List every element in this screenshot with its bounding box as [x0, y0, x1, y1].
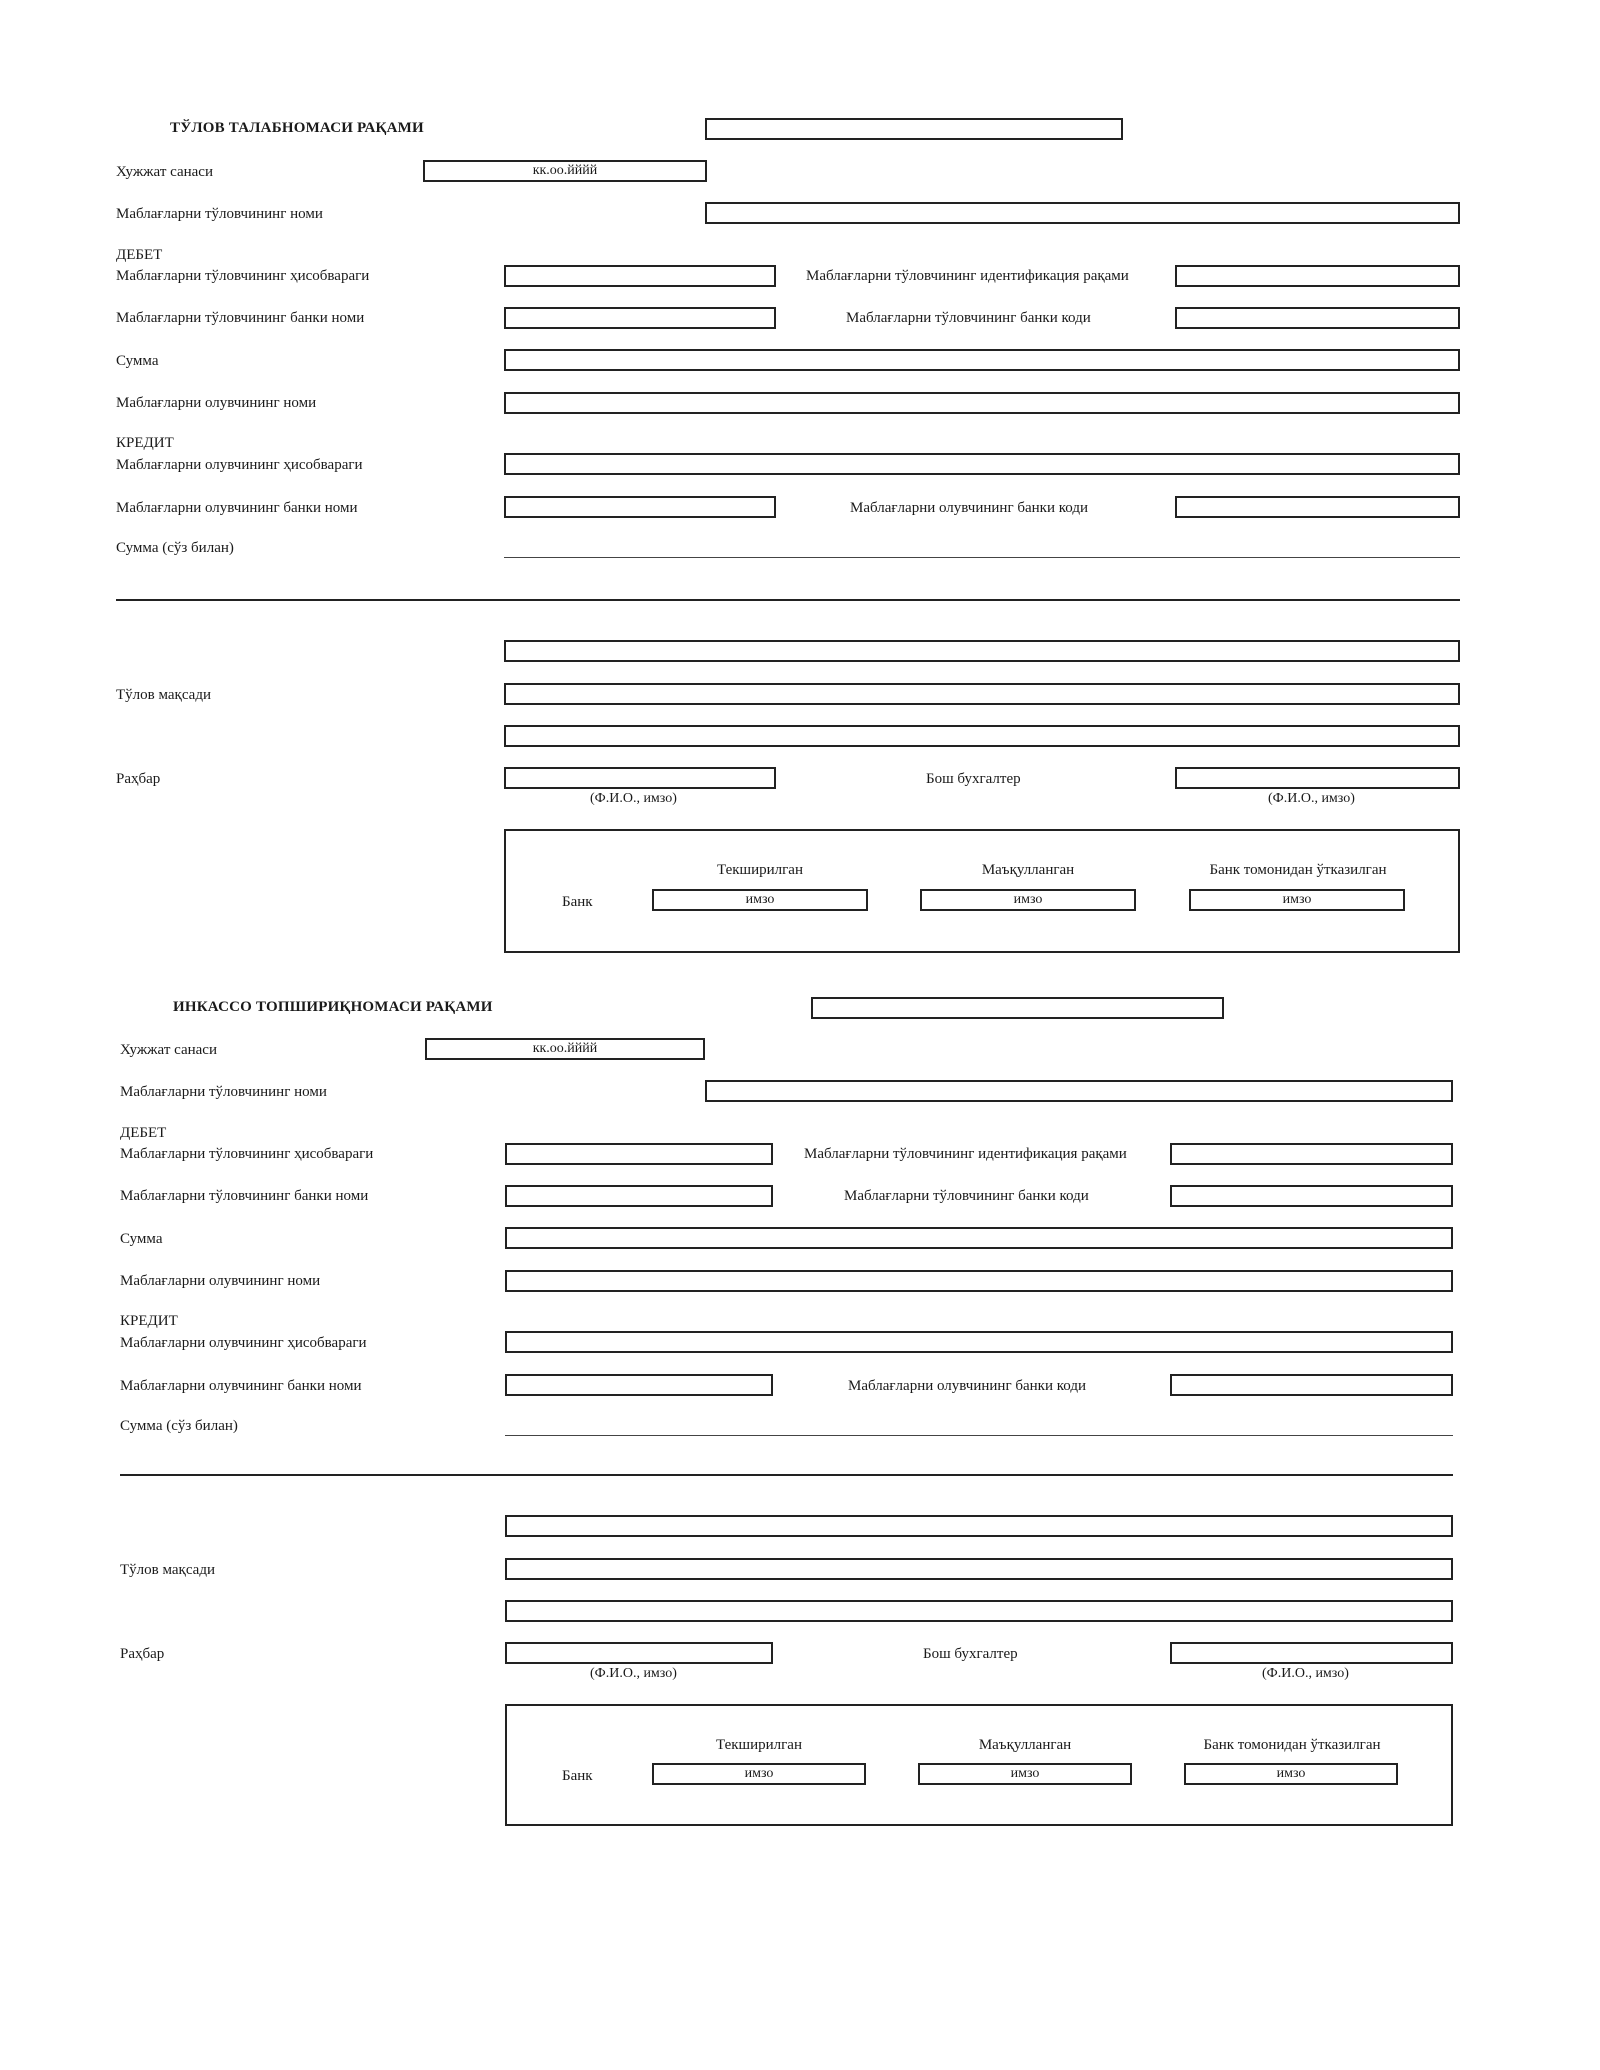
receiver-bank-name-label: Маблағларни олувчининг банки номи	[120, 1378, 362, 1394]
sum-field[interactable]	[505, 1227, 1453, 1249]
purpose-field-3[interactable]	[504, 725, 1460, 747]
payer-account-label: Маблағларни тўловчининг ҳисобвараги	[116, 268, 370, 284]
receiver-name-field[interactable]	[504, 392, 1460, 414]
form-title: ТЎЛОВ ТАЛАБНОМАСИ РАҚАМИ	[170, 120, 424, 136]
receiver-account-field[interactable]	[505, 1331, 1453, 1353]
purpose-field-1[interactable]	[504, 640, 1460, 662]
approved-header: Маъқулланган	[978, 1737, 1072, 1753]
transferred-header: Банк томонидан ўтказилган	[1203, 1737, 1381, 1753]
bank-label: Банк	[562, 1768, 593, 1784]
payer-bank-name-field[interactable]	[504, 307, 776, 329]
receiver-bank-code-label: Маблағларни олувчининг банки коди	[848, 1378, 1086, 1394]
payer-id-label: Маблағларни тўловчининг идентификация рақами	[804, 1146, 1127, 1162]
bank-label: Банк	[562, 894, 593, 910]
receiver-name-field[interactable]	[505, 1270, 1453, 1292]
document-number-field[interactable]	[811, 997, 1224, 1019]
document-date-label: Хужжат санаси	[120, 1042, 217, 1058]
section-divider	[120, 1474, 1453, 1476]
receiver-name-label: Маблағларни олувчининг номи	[116, 395, 317, 411]
sum-label: Сумма	[116, 353, 159, 369]
chief-accountant-signature-field[interactable]	[1170, 1642, 1453, 1664]
payer-bank-name-label: Маблағларни тўловчининг банки номи	[116, 310, 365, 326]
document-date-field[interactable]: кк.оо.йййй	[425, 1038, 705, 1060]
chief-accountant-signature-field[interactable]	[1175, 767, 1460, 789]
payer-bank-code-label: Маблағларни тўловчининг банки коди	[844, 1188, 1089, 1204]
transferred-header: Банк томонидан ўтказилган	[1209, 862, 1387, 878]
payer-account-field[interactable]	[505, 1143, 773, 1165]
receiver-bank-code-field[interactable]	[1175, 496, 1460, 518]
payer-bank-code-field[interactable]	[1170, 1185, 1453, 1207]
payer-name-field[interactable]	[705, 1080, 1453, 1102]
payer-name-label: Маблағларни тўловчининг номи	[120, 1084, 327, 1100]
payer-id-label: Маблағларни тўловчининг идентификация рақами	[806, 268, 1129, 284]
sum-in-words-label: Сумма (сўз билан)	[116, 540, 234, 556]
head-label: Раҳбар	[120, 1646, 165, 1662]
purpose-field-2[interactable]	[505, 1558, 1453, 1580]
section-divider	[116, 599, 1460, 601]
receiver-bank-name-field[interactable]	[505, 1374, 773, 1396]
checked-sign-field[interactable]: имзо	[652, 889, 868, 911]
transferred-sign-field[interactable]: имзо	[1189, 889, 1405, 911]
checked-header: Текширилган	[716, 1737, 802, 1753]
payer-name-label: Маблағларни тўловчининг номи	[116, 206, 323, 222]
payer-name-field[interactable]	[705, 202, 1460, 224]
receiver-bank-name-label: Маблағларни олувчининг банки номи	[116, 500, 358, 516]
document-date-label: Хужжат санаси	[116, 164, 213, 180]
approved-sign-field[interactable]: имзо	[918, 1763, 1132, 1785]
sum-in-words-line[interactable]	[504, 557, 1460, 558]
checked-header: Текширилган	[717, 862, 803, 878]
sum-field[interactable]	[504, 349, 1460, 371]
payer-bank-name-label: Маблағларни тўловчининг банки номи	[120, 1188, 369, 1204]
sum-in-words-line[interactable]	[505, 1435, 1453, 1436]
head-signature-field[interactable]	[504, 767, 776, 789]
head-fio-note: (Ф.И.О., имзо)	[590, 1666, 677, 1681]
purpose-label: Тўлов мақсади	[116, 687, 211, 703]
head-fio-note: (Ф.И.О., имзо)	[590, 791, 677, 806]
receiver-bank-code-field[interactable]	[1170, 1374, 1453, 1396]
receiver-account-field[interactable]	[504, 453, 1460, 475]
payer-bank-name-field[interactable]	[505, 1185, 773, 1207]
sum-in-words-label: Сумма (сўз билан)	[120, 1418, 238, 1434]
head-label: Раҳбар	[116, 771, 161, 787]
receiver-account-label: Маблағларни олувчининг ҳисобвараги	[120, 1335, 367, 1351]
document-date-field[interactable]: кк.оо.йййй	[423, 160, 707, 182]
purpose-field-2[interactable]	[504, 683, 1460, 705]
chief-accountant-fio-note: (Ф.И.О., имзо)	[1262, 1666, 1349, 1681]
chief-accountant-label: Бош бухгалтер	[926, 771, 1021, 787]
payer-account-field[interactable]	[504, 265, 776, 287]
receiver-bank-code-label: Маблағларни олувчининг банки коди	[850, 500, 1088, 516]
debit-label: ДЕБЕТ	[120, 1125, 167, 1141]
approved-sign-field[interactable]: имзо	[920, 889, 1136, 911]
payer-account-label: Маблағларни тўловчининг ҳисобвараги	[120, 1146, 374, 1162]
checked-sign-field[interactable]: имзо	[652, 1763, 866, 1785]
purpose-label: Тўлов мақсади	[120, 1562, 215, 1578]
payer-bank-code-label: Маблағларни тўловчининг банки коди	[846, 310, 1091, 326]
form-title: ИНКАССО ТОПШИРИҚНОМАСИ РАҚАМИ	[173, 999, 493, 1015]
receiver-name-label: Маблағларни олувчининг номи	[120, 1273, 321, 1289]
chief-accountant-label: Бош бухгалтер	[923, 1646, 1018, 1662]
transferred-sign-field[interactable]: имзо	[1184, 1763, 1398, 1785]
chief-accountant-fio-note: (Ф.И.О., имзо)	[1268, 791, 1355, 806]
payer-bank-code-field[interactable]	[1175, 307, 1460, 329]
head-signature-field[interactable]	[505, 1642, 773, 1664]
credit-label: КРЕДИТ	[116, 435, 174, 451]
purpose-field-1[interactable]	[505, 1515, 1453, 1537]
receiver-account-label: Маблағларни олувчининг ҳисобвараги	[116, 457, 363, 473]
approved-header: Маъқулланган	[981, 862, 1075, 878]
receiver-bank-name-field[interactable]	[504, 496, 776, 518]
document-number-field[interactable]	[705, 118, 1123, 140]
debit-label: ДЕБЕТ	[116, 247, 163, 263]
purpose-field-3[interactable]	[505, 1600, 1453, 1622]
payer-id-field[interactable]	[1175, 265, 1460, 287]
credit-label: КРЕДИТ	[120, 1313, 178, 1329]
payer-id-field[interactable]	[1170, 1143, 1453, 1165]
sum-label: Сумма	[120, 1231, 163, 1247]
